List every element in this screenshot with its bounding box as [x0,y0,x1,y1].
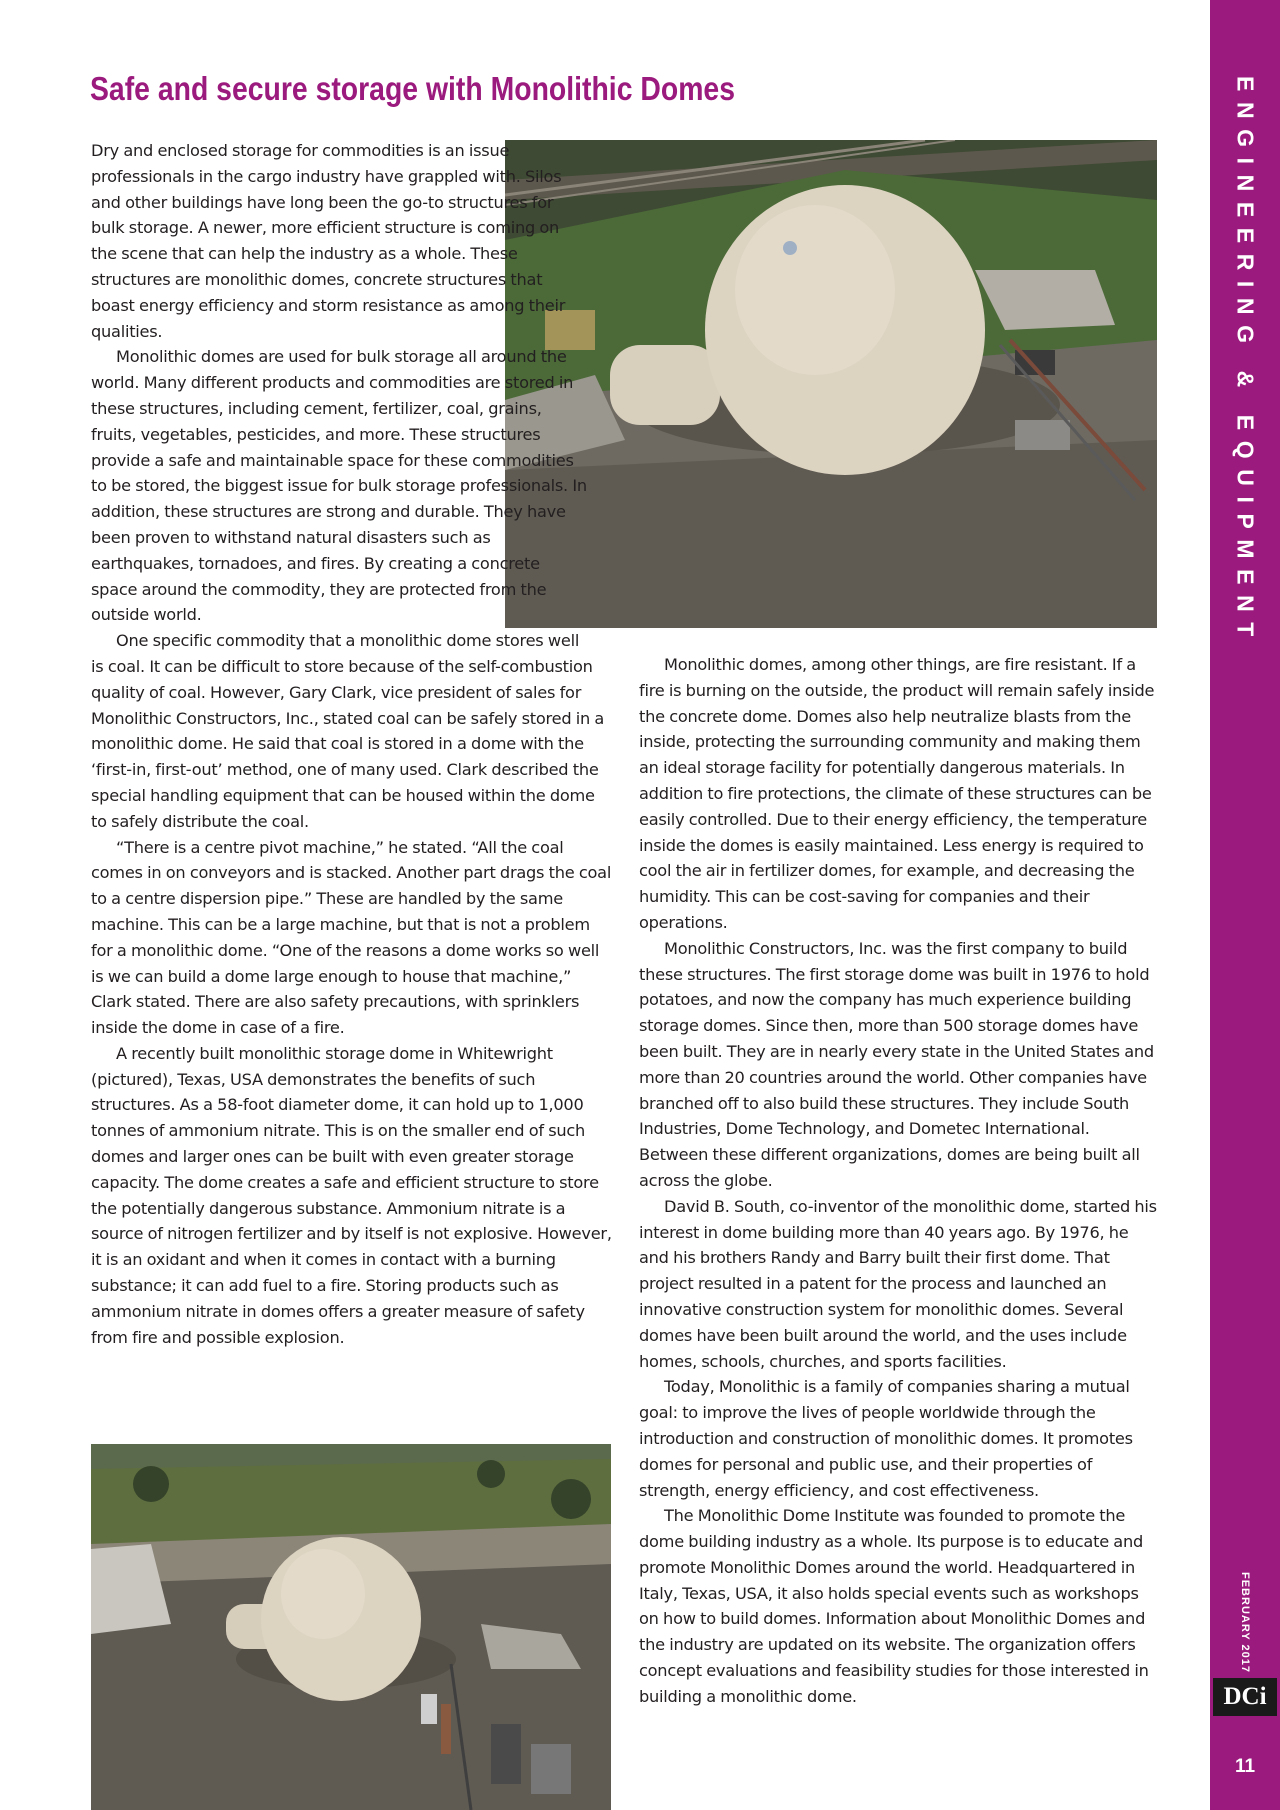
paragraph: Monolithic domes, among other things, are fire resistant. If a fire is burning on the outside, the product will remain safely inside the concrete dome. Domes also help neutralize blasts from the inside, protecting the surrounding community and making them an ideal storage facility for potentially dangerous materials. In addition to fire protections, the climate of these structures can be easily controlled. Due to their energy efficiency, the temperature inside the domes is easily maintained. Less energy is required to cool the air in fertilizer domes, for example, and decreasing the humidity. This can be cost-saving for companies and their operations. [639,655,1155,932]
article-title: Safe and secure storage with Monolithic Domes [90,70,735,107]
paragraph: The Monolithic Dome Institute was founded to promote the dome building industry as a whole. Its purpose is to educate and promote Monolithic Domes around the world. Headquartered in Italy, Texas, USA, it also holds special events such as workshops on how to build domes. Information about Monolithic Domes and the industry are updated on its website. The organization offers concept evaluations and feasibility studies for those interested in building a monolithic dome. [639,1506,1149,1706]
section-label: ENGINEERING & EQUIPMENT [1232,76,1259,647]
paragraph: A recently built monolithic storage dome in Whitewright (pictured), Texas, USA demonstrates the benefits of such structures. As a 58-foot diameter dome, it can hold up to 1,000 tonnes of ammonium nitrate. This is on the smaller end of such domes and larger ones can be built with even greater storage capacity. The dome creates a safe and efficient structure to store the potentially dangerous substance. Ammonium nitrate is a source of nitrogen fertilizer and by itself is not explosive. However, it is an oxidant and when it comes in contact with a burning substance; it can add fuel to a fire. Storing products such as ammonium nitrate in domes offers a greater measure of safety from fire and possible explosion. [91,1043,612,1347]
paragraph: Today, Monolithic is a family of companies sharing a mutual goal: to improve the lives of people worldwide through the introduction and construction of monolithic domes. It promotes domes for personal and public use, and their properties of strength, energy efficiency, and cost effectiveness. [639,1377,1133,1500]
paragraph: “There is a centre pivot machine,” he stated. “All the coal comes in on conveyors and is stacked. Another part drags the coal to a centre dispersion pipe.” These are handled by the same machine. This can be a large machine, but that is not a problem for a monolithic dome. “One of the reasons a dome works so well is we can build a dome large enough to house that machine,” Clark stated. There are also safety precautions, with sprinklers inside the dome in case of a fire. [91,837,612,1038]
article-column-right [639,652,1160,1710]
issue-date: FEBRUARY 2017 [1239,1572,1251,1674]
paragraph: Monolithic domes are used for bulk storage all around the world. Many different products and commodities are stored in these structures, including cement, fertilizer, coal, grains, fruits, vegetables, pesticides, and more. These structures provide a safe and maintainable space for these commodities to be stored, the biggest issue for bulk storage professionals. In addition, these structures are strong and durable. They have been proven to withstand natural disasters such as earthquakes, tornadoes, and fires. By creating a concrete space around the commodity, they are protected from the outside world. [91,347,587,625]
article-column-left [91,138,612,1350]
paragraph: Dry and enclosed storage for commodities is an issue professionals in the cargo industry have grappled with. Silos and other buildings have long been the go-to structures for bulk storage. A newer, more efficient structure is coming on the scene that can help the industry as a whole. These structures are monolithic domes, concrete structures that boast energy efficiency and storm resistance as among their qualities. [91,141,566,341]
paragraph: David B. South, co-inventor of the monolithic dome, started his interest in dome building more than 40 years ago. By 1976, he and his brothers Randy and Barry built their first dome. That project resulted in a patent for the process and launched an innovative construction system for monolithic domes. Several domes have been built around the world, and the uses include homes, schools, churches, and sports facilities. [639,1196,1157,1371]
dome-site-photo [91,1444,611,1810]
paragraph: One specific commodity that a monolithic dome stores well is coal. It can be difficult to store because of the self-combustion quality of coal. However, Gary Clark, vice president of sales for Monolithic Constructors, Inc., stated coal can be safely stored in a monolithic dome. He said that coal is stored in a dome with the ‘first-in, first-out’ method, one of many used. Clark described the special handling equipment that can be housed within the dome to safely distribute the coal. [91,631,605,831]
page-number: 11 [1234,1756,1256,1777]
publication-logo: DCi [1213,1678,1277,1716]
paragraph: Monolithic Constructors, Inc. was the first company to build these structures. The first storage dome was built in 1976 to hold potatoes, and now the company has much experience building storage domes. Since then, more than 500 storage domes have been built. They are in nearly every state in the United States and more than 20 countries around the world. Other companies have branched off to also build these structures. They include South Industries, Dome Technology, and Dometec International. Between these different organizations, domes are being built all across the globe. [639,938,1154,1190]
